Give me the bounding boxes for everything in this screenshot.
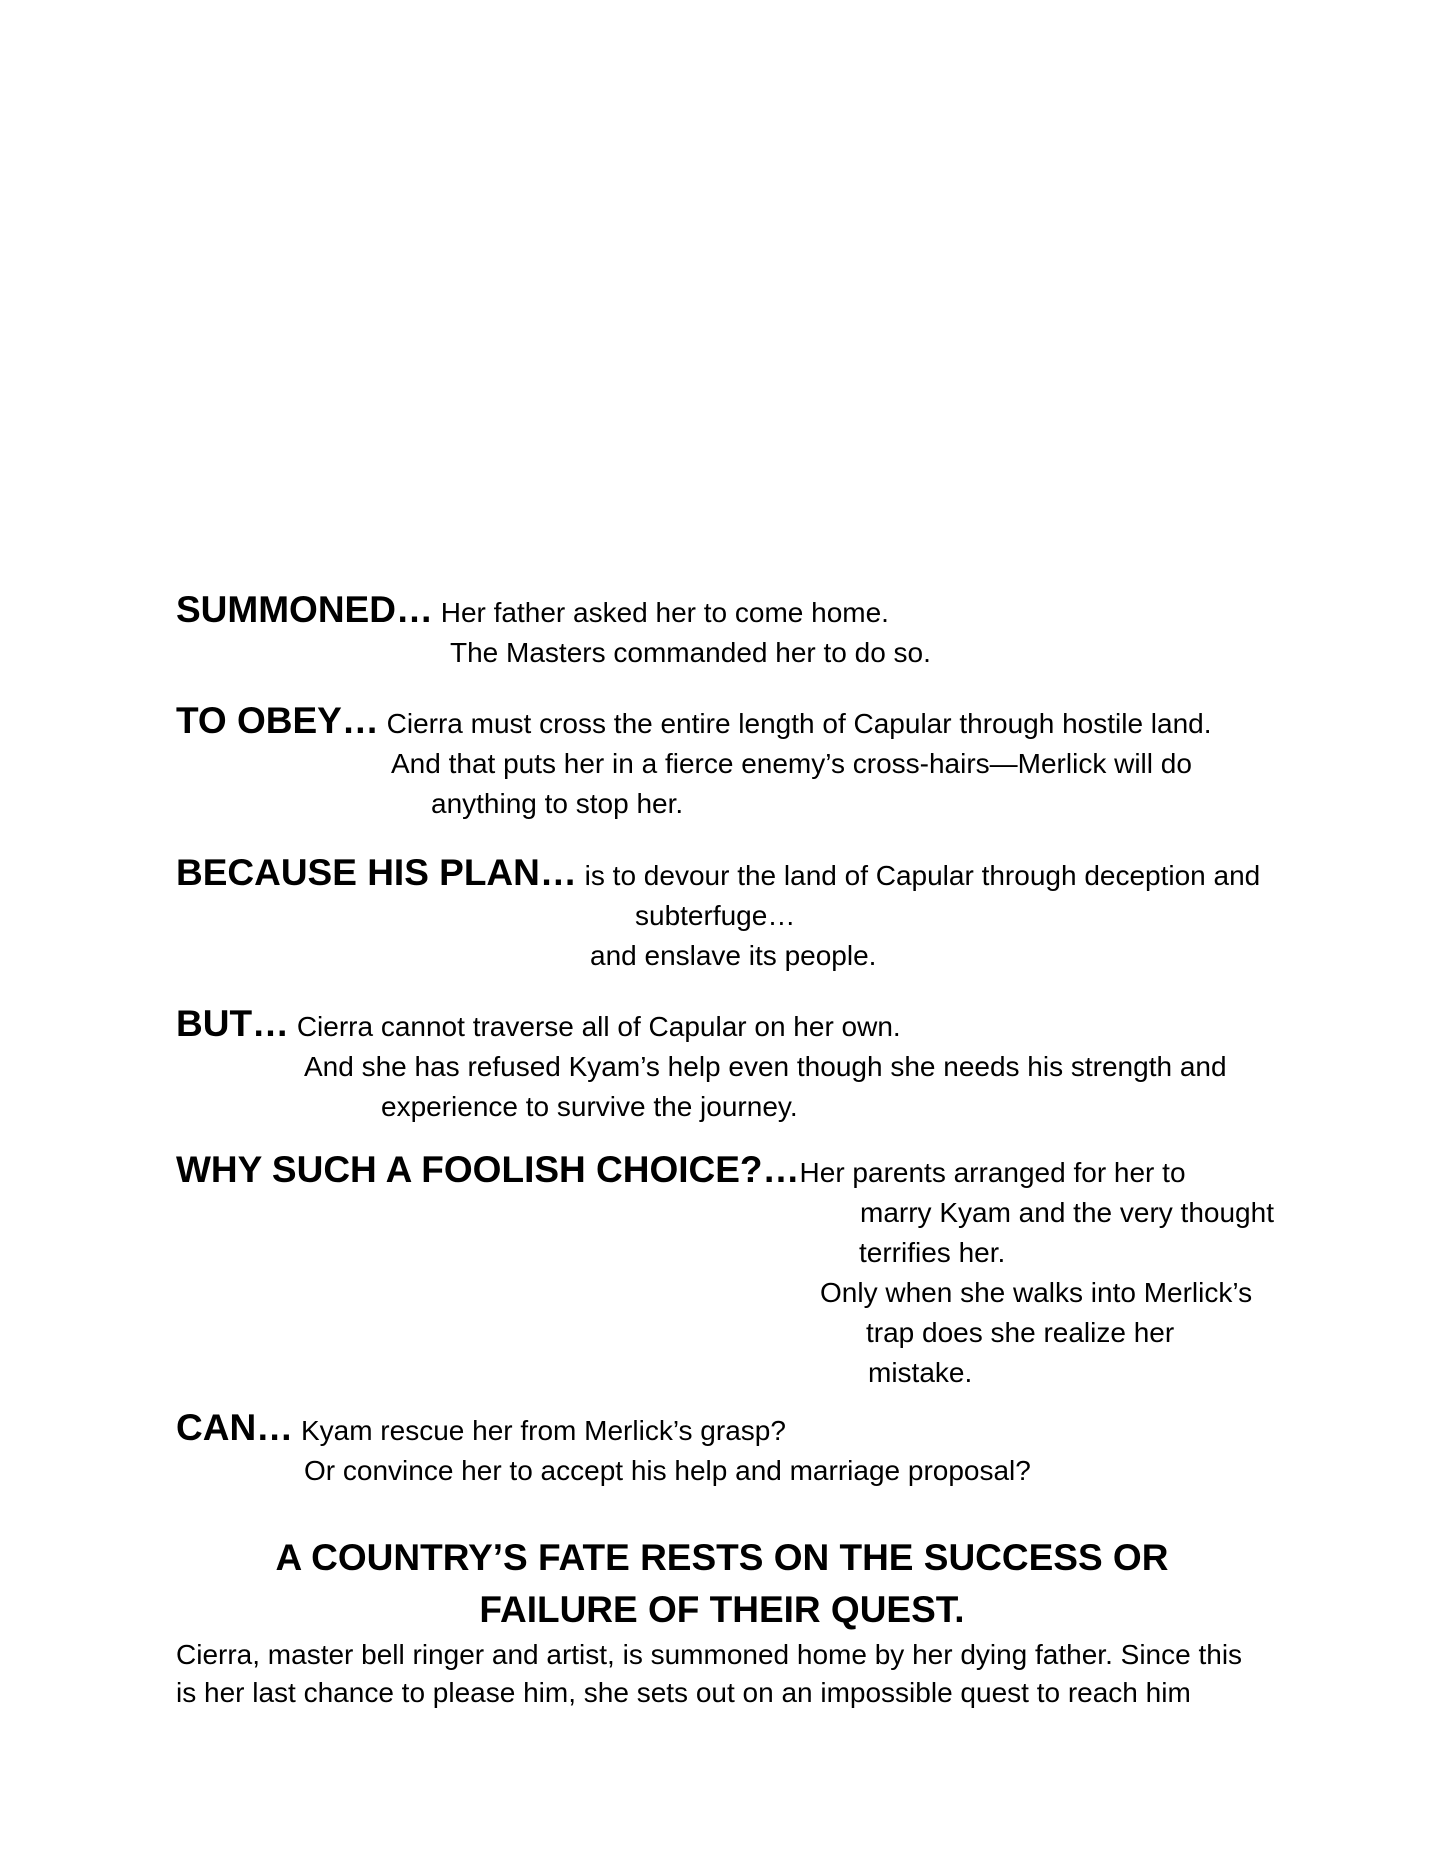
section-heading: CAN… [176, 1407, 294, 1448]
section-first-line [176, 701, 1268, 744]
section-continuation-line: experience to survive the journey. [381, 1091, 798, 1122]
closing-paragraph [176, 1636, 1268, 1712]
section-first-line [176, 853, 1268, 896]
section-heading: BECAUSE HIS PLAN… [176, 852, 577, 893]
section-lead-text: Her parents arranged for her to [799, 1157, 1186, 1188]
section-heading: SUMMONED… [176, 589, 433, 630]
section-to-obey [176, 701, 1268, 824]
section-why-such-a-foolish-choice [176, 1149, 1274, 1393]
section-lead-text: is to devour the land of Capular through deception and [584, 860, 1261, 891]
section-because-his-plan [176, 853, 1268, 976]
section-but [176, 1004, 1268, 1127]
closing-title-line: A COUNTRY’S FATE RESTS ON THE SUCCESS OR [275, 1537, 1169, 1578]
section-heading: TO OBEY… [176, 700, 379, 741]
paragraph-line: Cierra, master bell ringer and artist, is summoned home by her dying father. Since this [176, 1639, 1243, 1670]
section-lead-text: Cierra cannot traverse all of Capular on her own. [296, 1011, 901, 1042]
section-lead-text: Her father asked her to come home. [440, 597, 889, 628]
section-can [176, 1408, 1268, 1491]
section-continuation-line: and enslave its people. [590, 940, 877, 971]
closing-title-line: FAILURE OF THEIR QUEST. [479, 1589, 965, 1630]
section-continuation-line: The Masters commanded her to do so. [450, 637, 931, 668]
section-continuation-line: anything to stop her. [431, 788, 684, 819]
paragraph-line: is her last chance to please him, she sets out on an impossible quest to reach him [176, 1677, 1191, 1708]
section-continuation-line: marry Kyam and the very thought [860, 1197, 1274, 1228]
section-continuation-line: trap does she realize her [866, 1317, 1175, 1348]
section-first-line [176, 1004, 1268, 1047]
section-continuation-line: subterfuge… [635, 900, 796, 931]
section-heading: WHY SUCH A FOOLISH CHOICE?… [176, 1149, 800, 1190]
section-continuation-line: And she has refused Kyam’s help even though she needs his strength and [304, 1051, 1227, 1082]
section-first-line [176, 1150, 1268, 1193]
section-heading: BUT… [176, 1003, 290, 1044]
section-continuation-line: terrifies her. [859, 1237, 1006, 1268]
closing-title [176, 1532, 1268, 1636]
section-continuation-line: And that puts her in a fierce enemy’s cross-hairs—Merlick will do [391, 748, 1192, 779]
section-first-line [176, 590, 1268, 633]
document-content [176, 589, 1274, 1712]
section-continuation-line: Or convince her to accept his help and marriage proposal? [304, 1455, 1031, 1486]
section-lead-text: Kyam rescue her from Merlick’s grasp? [300, 1415, 786, 1446]
section-first-line [176, 1408, 1268, 1451]
section-continuation-line: mistake. [868, 1357, 973, 1388]
section-summoned [176, 590, 1268, 673]
section-lead-text: Cierra must cross the entire length of Capular through hostile land. [386, 708, 1212, 739]
section-continuation-line: Only when she walks into Merlick’s [820, 1277, 1253, 1308]
